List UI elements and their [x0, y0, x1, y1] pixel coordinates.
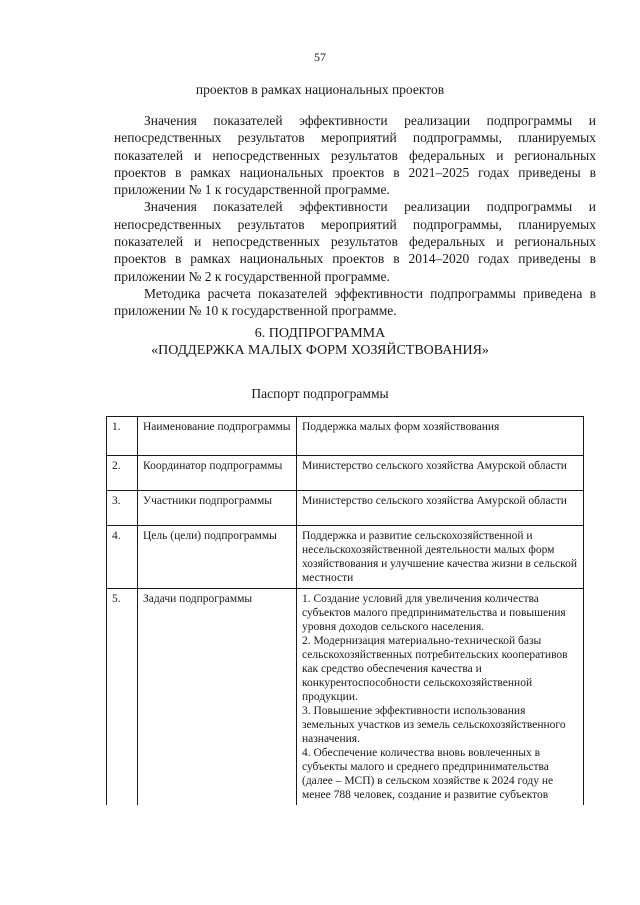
row-value: Поддержка и развитие сельскохозяйственной и несельскохозяйственной деятельности малых форм хозяйствования и улучшение качества жизни в сельской местности [297, 526, 584, 589]
row-value: Министерство сельского хозяйства Амурской области [297, 491, 584, 526]
row-label: Задачи подпрограммы [138, 589, 297, 806]
paragraph-methodology: Методика расчета показателей эффективности подпрограммы приведена в приложении № 10 к государственной программе. [114, 285, 596, 319]
table-row [107, 491, 584, 526]
section-title [0, 325, 640, 359]
row-number: 5. [107, 589, 138, 806]
row-label: Наименование подпрограммы [138, 417, 297, 456]
row-label: Цель (цели) подпрограммы [138, 526, 297, 589]
section-title-line1: 6. ПОДПРОГРАММА [254, 326, 386, 341]
table-row [107, 589, 584, 806]
page-number: 57 [314, 50, 326, 64]
section-title-line2: «ПОДДЕРЖКА МАЛЫХ ФОРМ ХОЗЯЙСТВОВАНИЯ» [151, 343, 489, 358]
row-number: 4. [107, 526, 138, 589]
table-row [107, 456, 584, 491]
task-item: 1. Создание условий для увеличения количества субъектов малого предпринимательства и повышения уровня доходов сельского населения. [302, 593, 566, 633]
continuation-line: проектов в рамках национальных проектов [195, 82, 445, 97]
row-label: Координатор подпрограммы [138, 456, 297, 491]
row-value: Поддержка малых форм хозяйствования [297, 417, 584, 456]
passport-table [106, 416, 584, 805]
passport-title: Паспорт подпрограммы [251, 386, 389, 401]
paragraph-results-2021-2025: Значения показателей эффективности реализации подпрограммы и непосредственных результатов мероприятий подпрограммы, планируемых показателей и непосредственных результатов федеральных и региональных проектов в рамках национальных проектов в 2021–2025 годах приведены в приложении № 1 к государственной программе. [114, 113, 596, 198]
row-number: 3. [107, 491, 138, 526]
row-value-tasks [297, 589, 584, 806]
task-item: 3. Повышение эффективности использования земельных участков из земель сельскохозяйственного назначения. [302, 705, 566, 745]
table-row [107, 417, 584, 456]
row-label: Участники подпрограммы [138, 491, 297, 526]
row-number: 2. [107, 456, 138, 491]
table-row [107, 526, 584, 589]
row-value: Министерство сельского хозяйства Амурской области [297, 456, 584, 491]
row-number: 1. [107, 417, 138, 456]
task-item: 4. Обеспечение количества вновь вовлеченных в субъекты малого и среднего предпринимательства (далее – МСП) в сельском хозяйстве к 2024 году не менее 788 человек, создание и развитие субъектов [302, 747, 554, 801]
paragraph-results-2014-2020: Значения показателей эффективности реализации подпрограммы и непосредственных результатов мероприятий подпрограммы, планируемых показателей и непосредственных результатов федеральных и региональных проектов в рамках национальных проектов в 2014–2020 годах приведены в приложении № 2 к государственной программе. [114, 199, 596, 284]
task-item: 2. Модернизация материально-технической базы сельскохозяйственных потребительских кооперативов как средство обеспечения качества и конкурентоспособности сельскохозяйственной продукции. [302, 635, 568, 703]
body-text [114, 112, 596, 320]
